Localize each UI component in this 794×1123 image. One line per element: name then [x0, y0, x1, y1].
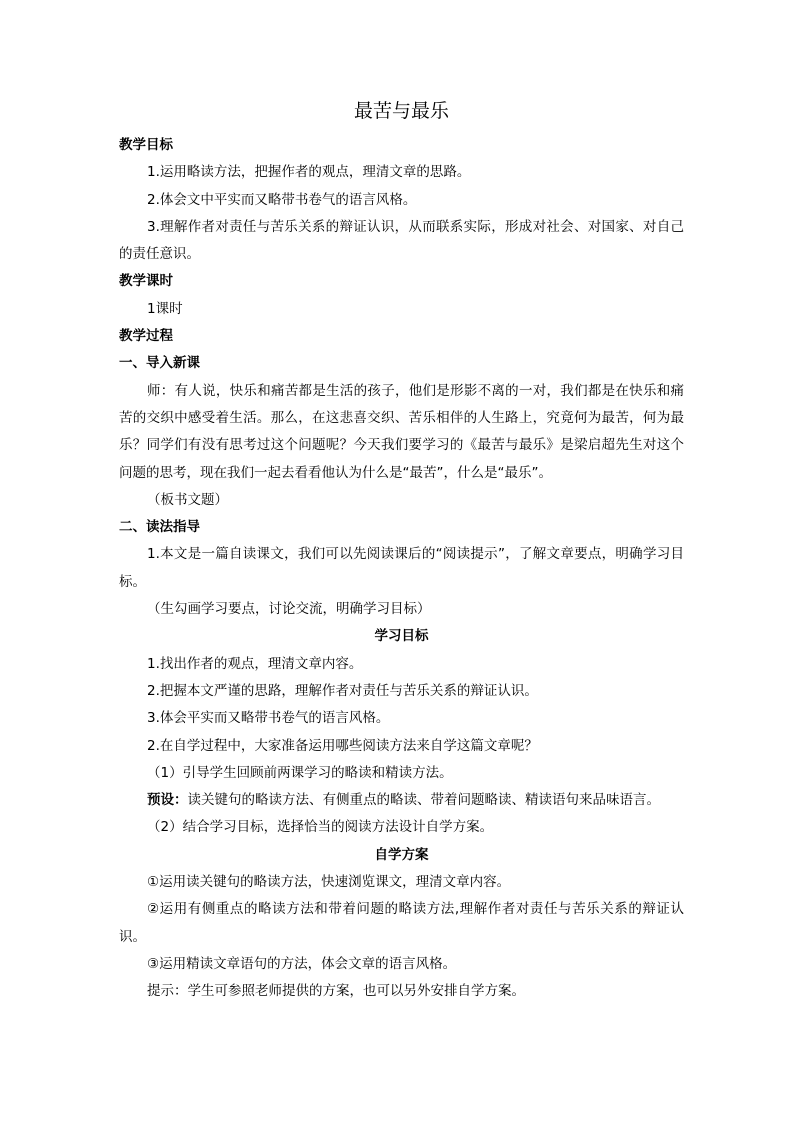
part2-heading: 二、读法指导 — [119, 519, 200, 536]
part1-note: （板书文题） — [147, 491, 228, 508]
part2-sub-2: （2）结合学习目标，选择恰当的阅读方法设计自学方案。 — [147, 819, 494, 836]
preset-paragraph — [119, 787, 684, 814]
plan-item: ②运用有侧重点的略读方法和带着问题的略读方法,理解作者对责任与苦乐关系的辩证认识。 — [119, 901, 684, 945]
preset-text: 读关键句的略读方法、有侧重点的略读、带着问题略读、精读语句来品味语言。 — [187, 792, 660, 809]
process-heading: 教学过程 — [119, 328, 173, 345]
plan-item: ①运用读关键句的略读方法，快速浏览课文，理清文章内容。 — [147, 874, 511, 891]
hours-heading: 教学课时 — [119, 273, 173, 290]
hours-value: 1课时 — [147, 300, 183, 317]
goals-heading: 教学目标 — [119, 137, 173, 153]
tip-text: 提示：学生可参照老师提供的方案，也可以另外安排自学方案。 — [147, 983, 525, 1000]
document-page — [119, 96, 684, 1006]
part2-note: （生勾画学习要点，讨论交流，明确学习目标） — [147, 601, 431, 618]
study-goal-item: 2.把握本文严谨的思路，理解作者对责任与苦乐关系的辩证认识。 — [147, 682, 538, 699]
goal-item: 1.运用略读方法，把握作者的观点，理清文章的思路。 — [147, 164, 471, 181]
plan-heading: 自学方案 — [374, 846, 429, 863]
part1-heading: 一、导入新课 — [119, 355, 200, 372]
goal-item: 3.理解作者对责任与苦乐关系的辩证认识，从而联系实际，形成对社会、对国家、对自己的责任意识。 — [119, 218, 684, 263]
document-title: 最苦与最乐 — [353, 100, 449, 122]
plan-item: ③运用精读文章语句的方法，体会文章的语言风格。 — [147, 955, 457, 972]
goal-item: 2.体会文中平实而又略带书卷气的语言风格。 — [147, 191, 417, 208]
study-goal-item: 1.找出作者的观点，理清文章内容。 — [147, 655, 363, 672]
part1-text: 师：有人说，快乐和痛苦都是生活的孩子，他们是形影不离的一对，我们都是在快乐和痛苦的交织中感受着生活。那么，在这悲喜交织、苦乐相伴的人生路上，究竟何为最苦，何为最乐？同学们有没有思考过这个问题呢？今天我们要学习的《最苦与最乐》是梁启超先生对这个问题的思考，现在我们一起去看看他认为什么是“最苦”，什么是“最乐”。 — [119, 382, 684, 481]
part2-paragraph-2: 2.在自学过程中，大家准备运用哪些阅读方法来自学这篇文章呢？ — [147, 737, 538, 754]
part2-sub-1: （1）引导学生回顾前两课学习的略读和精读方法。 — [147, 764, 453, 781]
preset-label: 预设： — [147, 792, 188, 809]
part2-paragraph-1: 1.本文是一篇自读课文，我们可以先阅读课后的“阅读提示”，了解文章要点，明确学习目标。 — [119, 546, 684, 590]
study-goal-item: 3.体会平实而又略带书卷气的语言风格。 — [147, 710, 390, 727]
study-goals-heading: 学习目标 — [374, 628, 429, 645]
